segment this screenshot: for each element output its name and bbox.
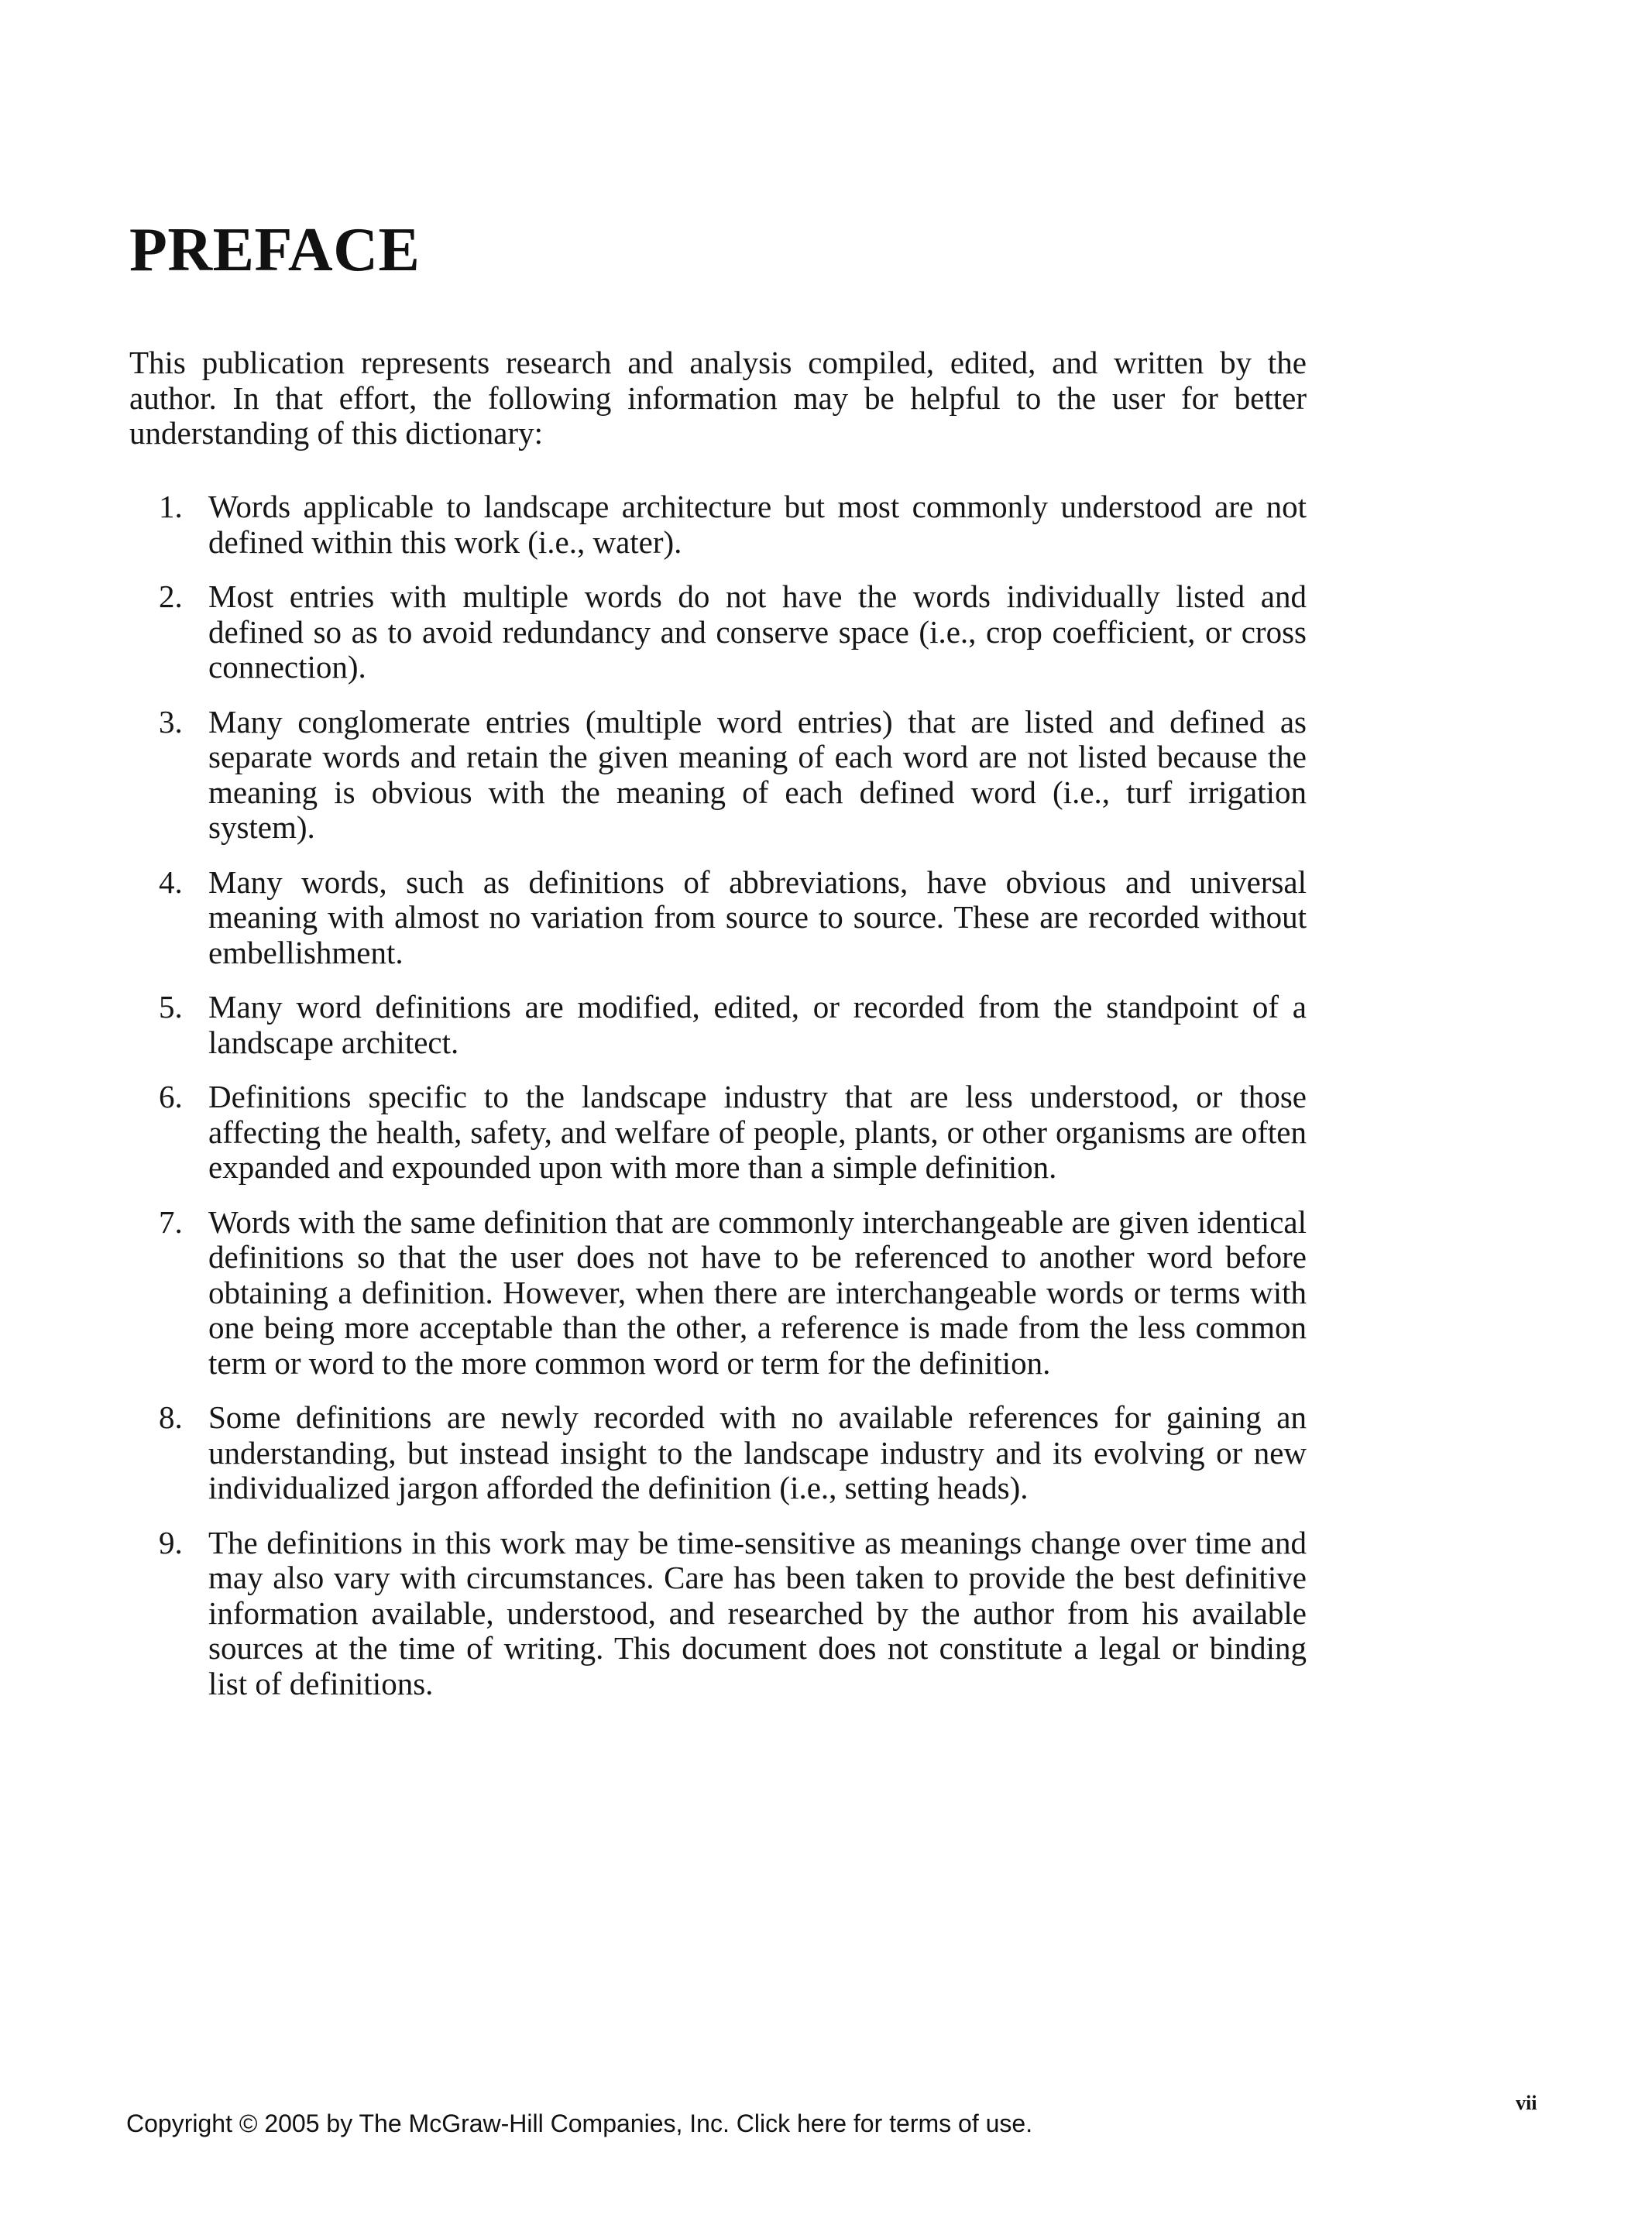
list-item-text: The definitions in this work may be time-sensitive as meanings change over time and may also vary with circumstances. Care has been taken to provide the best definitive information available, understood, and researched by the author from his available sources at the time of writing. This document does not constitute a legal or binding list of definitions. — [208, 1524, 1307, 1701]
list-item-number: 3. — [159, 703, 183, 740]
list-item-text: Words with the same definition that are commonly interchangeable are given identical definitions so that the user does not have to be referenced to another word before obtaining a definition. However, when there are interchangeable words or terms with one being more acceptable than the other, a reference is made from the less common term or word to the more common word or term for the definition. — [208, 1203, 1307, 1381]
list-item-text: Definitions specific to the landscape industry that are less understood, or those affecting the health, safety, and welfare of people, plants, or other organisms are often expanded and expounded upon with more than a simple definition. — [208, 1079, 1307, 1185]
list-item — [129, 705, 1307, 846]
list-item-number: 7. — [159, 1203, 183, 1240]
list-item — [129, 1205, 1307, 1382]
list-item — [129, 579, 1307, 685]
list-item-text: Some definitions are newly recorded with no available references for gaining an understanding, but instead insight to the landscape industry and its evolving or new individualized jargon afforded the definition (i.e., setting heads). — [208, 1399, 1307, 1505]
list-item-text: Many conglomerate entries (multiple word entries) that are listed and defined as separate words and retain the given meaning of each word are not listed because the meaning is obvious with the meaning of each defined word (i.e., turf irrigation system). — [208, 703, 1307, 845]
list-item-number: 1. — [159, 489, 183, 524]
copyright-terms-link[interactable]: Copyright © 2005 by The McGraw-Hill Companies, Inc. Click here for terms of use. — [126, 2109, 1033, 2137]
list-item-text: Many word definitions are modified, edited, or recorded from the standpoint of a landscape architect. — [208, 989, 1307, 1060]
numbered-list — [129, 489, 1307, 1701]
list-item — [129, 1526, 1307, 1702]
list-item-number: 8. — [159, 1399, 183, 1435]
list-item — [129, 990, 1307, 1060]
list-item — [129, 1080, 1307, 1186]
list-item — [129, 1400, 1307, 1506]
list-item-text: Most entries with multiple words do not have the words individually listed and defined so as to avoid redundancy and conserve space (i.e., crop coefficient, or cross connection). — [208, 578, 1307, 685]
list-item-number: 5. — [159, 989, 183, 1025]
page-title: PREFACE — [129, 216, 421, 284]
list-item-number: 6. — [159, 1079, 183, 1114]
list-item-number: 9. — [159, 1524, 183, 1560]
list-item-number: 4. — [159, 863, 183, 900]
list-item-text: Many words, such as definitions of abbreviations, have obvious and universal meaning with almost no variation from source to source. These are recorded without embellishment. — [208, 863, 1307, 970]
page-number: vii — [1516, 2092, 1537, 2114]
list-item-number: 2. — [159, 578, 183, 614]
list-item — [129, 865, 1307, 971]
list-item-text: Words applicable to landscape architecture but most commonly understood are not defined within this work (i.e., water). — [208, 489, 1307, 560]
intro-paragraph: This publication represents research and analysis compiled, edited, and written by the author. In that effort, the following information may be helpful to the user for better understanding of this dictionary: — [129, 345, 1307, 451]
list-item — [129, 489, 1307, 560]
